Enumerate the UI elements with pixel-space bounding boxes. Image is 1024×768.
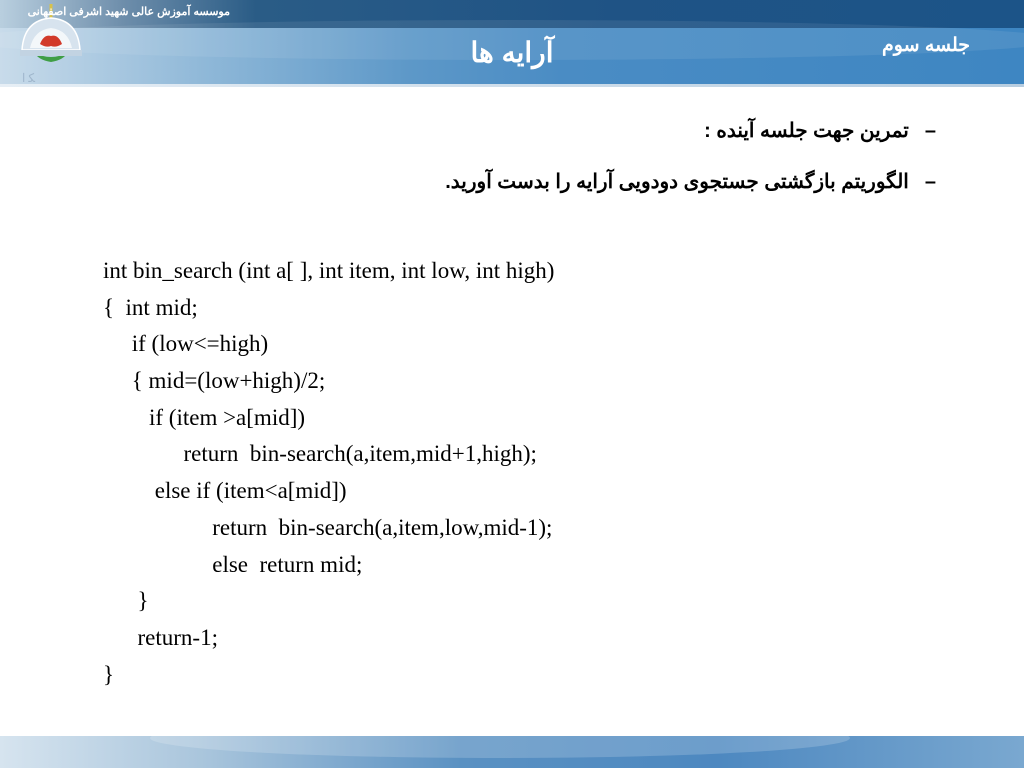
code-line: { mid=(low+high)/2; [103, 368, 326, 394]
code-line: else if (item<a[mid]) [103, 478, 347, 504]
code-line: int bin_search (int a[ ], int item, int low, int high) [103, 258, 555, 283]
code-line: } [103, 588, 149, 614]
bullet-item [316, 118, 936, 143]
svg-text:ﮑ ﺍ: ﮑ ﺍ [22, 71, 35, 85]
code-line: return-1; [103, 624, 218, 650]
code-line: else return mid; [103, 551, 363, 577]
code-line: } [103, 661, 115, 687]
code-block [103, 253, 554, 693]
footer-wave-decoration [150, 736, 850, 758]
header-bottom-line [0, 84, 1024, 87]
institution-name: موسسه آموزش عالی شهید اشرفی اصفهانی [27, 6, 230, 18]
session-label: جلسه سوم [882, 35, 970, 56]
bullet-dash: – [924, 171, 936, 193]
slide-footer [0, 736, 1024, 768]
slide-header [0, 0, 1024, 87]
bullet-text: الگوریتم بازگشتی جستجوی دودویی آرایه را بدست آورید. [445, 171, 909, 193]
bullet-item [316, 169, 936, 194]
code-line: if (item >a[mid]) [103, 404, 306, 430]
code-line: return bin-search(a,item,mid+1,high); [103, 441, 537, 467]
bullet-text: تمرین جهت جلسه آینده : [704, 120, 909, 142]
code-line: return bin-search(a,item,low,mid-1); [103, 514, 553, 540]
slide-title: آرایه ها [470, 37, 554, 68]
code-line: { int mid; [103, 294, 198, 320]
code-line: if (low<=high) [103, 331, 269, 357]
bullet-dash: – [924, 120, 936, 142]
bullet-list [316, 118, 936, 220]
